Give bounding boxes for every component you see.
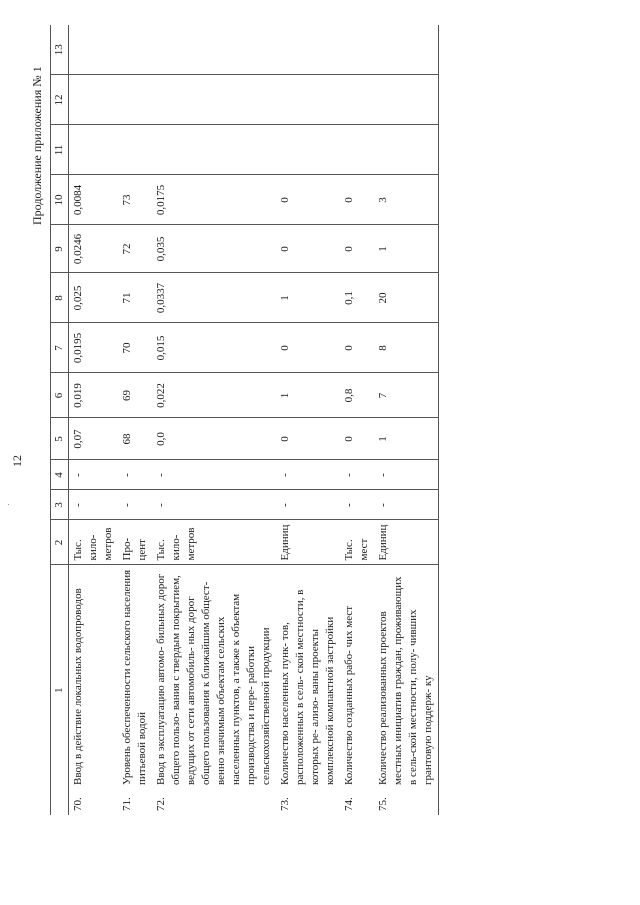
value-cell: -: [340, 460, 374, 490]
table-row: [276, 25, 340, 815]
header-col-5: 5: [51, 418, 69, 460]
row-number: 73.: [279, 797, 291, 811]
value-cell: [276, 25, 340, 75]
value-cell: -: [69, 460, 119, 490]
value-cell: [69, 25, 119, 75]
row-number: 71.: [121, 797, 133, 811]
value-cell: [118, 75, 152, 125]
indicator-cell: [69, 565, 119, 815]
value-cell: -: [276, 490, 340, 520]
value-cell: 0: [276, 323, 340, 373]
unit-cell: Единиц: [374, 520, 439, 565]
value-cell: [374, 125, 439, 175]
page-number: 12: [10, 455, 24, 467]
value-cell: 0: [276, 175, 340, 225]
value-cell: -: [374, 490, 439, 520]
value-cell: 0,1: [340, 273, 374, 323]
value-cell: 0: [276, 418, 340, 460]
header-col-10: 10: [51, 175, 69, 225]
value-cell: 1: [374, 225, 439, 273]
table-row: [340, 25, 374, 815]
value-cell: -: [118, 490, 152, 520]
value-cell: 0,0084: [69, 175, 119, 225]
value-cell: 0,035: [152, 225, 276, 273]
value-cell: -: [152, 460, 276, 490]
header-row: [51, 25, 69, 815]
value-cell: 0: [340, 323, 374, 373]
indicator-cell: [340, 565, 374, 815]
indicator-name: Уровень обеспеченности сельского населения питьевой водой: [121, 569, 148, 785]
value-cell: -: [340, 490, 374, 520]
row-number: 75.: [377, 797, 389, 811]
indicator-name: Количество созданных рабо- чих мест: [343, 605, 355, 785]
value-cell: -: [69, 490, 119, 520]
header-col-9: 9: [51, 225, 69, 273]
header-col-6: 6: [51, 373, 69, 418]
indicator-cell: [152, 565, 276, 815]
unit-cell: Тыс. мест: [340, 520, 374, 565]
indicator-name: Количество населенных пунк- тов, расположенных в сель- ской местности, в которых ре- ализо- ваны проекты комплексной компактной застройки: [279, 589, 336, 785]
value-cell: [69, 125, 119, 175]
row-number: 72.: [155, 797, 167, 811]
value-cell: -: [276, 460, 340, 490]
value-cell: [276, 125, 340, 175]
value-cell: 0,07: [69, 418, 119, 460]
value-cell: [374, 75, 439, 125]
value-cell: 0,0: [152, 418, 276, 460]
value-cell: 7: [374, 373, 439, 418]
value-cell: [118, 125, 152, 175]
header-col-7: 7: [51, 323, 69, 373]
row-number: 70.: [72, 797, 84, 811]
header-col-1: 1: [51, 565, 69, 815]
unit-cell: Про- цент: [118, 520, 152, 565]
scan-mark: [8, 504, 9, 505]
value-cell: [152, 25, 276, 75]
value-cell: -: [152, 490, 276, 520]
value-cell: 3: [374, 175, 439, 225]
value-cell: 69: [118, 373, 152, 418]
continuation-label: Продолжение приложения № 1: [30, 66, 44, 225]
value-cell: 0,0195: [69, 323, 119, 373]
indicator-name: Количество реализованных проектов местных инициатив граждан, проживающих в сель-ской местности, полу- чивших грантовую поддерж- ку: [377, 576, 434, 785]
header-col-3: 3: [51, 490, 69, 520]
row-number: 74.: [343, 797, 355, 811]
value-cell: -: [118, 460, 152, 490]
value-cell: 0,019: [69, 373, 119, 418]
value-cell: [340, 125, 374, 175]
value-cell: 0: [340, 225, 374, 273]
header-col-2: 2: [51, 520, 69, 565]
value-cell: [69, 75, 119, 125]
value-cell: [152, 125, 276, 175]
value-cell: 0,025: [69, 273, 119, 323]
header-col-4: 4: [51, 460, 69, 490]
value-cell: 0: [340, 418, 374, 460]
value-cell: 1: [276, 273, 340, 323]
value-cell: 0,8: [340, 373, 374, 418]
value-cell: 8: [374, 323, 439, 373]
table-row: [69, 25, 119, 815]
value-cell: [152, 75, 276, 125]
table-row: [118, 25, 152, 815]
value-cell: 0: [340, 175, 374, 225]
value-cell: 70: [118, 323, 152, 373]
value-cell: 0,0246: [69, 225, 119, 273]
indicator-table: [50, 25, 439, 815]
header-col-8: 8: [51, 273, 69, 323]
unit-cell: Тыс. кило- метров: [152, 520, 276, 565]
indicator-cell: [118, 565, 152, 815]
indicator-name: Ввод в эксплуатацию автомо- бильных дорог общего пользо- вания с твердым покрытием, ведущих от сети автомобиль- ных дорог общего пользования к ближайшим общест-венно значимым объектам сельских населенных пунктов, а также к объектам производства и пере- работки сельскохозяйственной продукции: [155, 573, 272, 785]
header-col-13: 13: [51, 25, 69, 75]
value-cell: [118, 25, 152, 75]
value-cell: 0,015: [152, 323, 276, 373]
table-row: [374, 25, 439, 815]
value-cell: 72: [118, 225, 152, 273]
indicator-cell: [374, 565, 439, 815]
value-cell: 68: [118, 418, 152, 460]
value-cell: 1: [276, 373, 340, 418]
value-cell: 71: [118, 273, 152, 323]
unit-cell: Тыс. кило- метров: [69, 520, 119, 565]
value-cell: [276, 75, 340, 125]
value-cell: 20: [374, 273, 439, 323]
value-cell: [340, 75, 374, 125]
value-cell: -: [374, 460, 439, 490]
value-cell: [374, 25, 439, 75]
indicator-cell: [276, 565, 340, 815]
value-cell: 0: [276, 225, 340, 273]
value-cell: 73: [118, 175, 152, 225]
value-cell: 0,022: [152, 373, 276, 418]
indicator-name: Ввод в действие локальных водопроводов: [72, 588, 84, 785]
unit-cell: Единиц: [276, 520, 340, 565]
header-col-11: 11: [51, 125, 69, 175]
value-cell: 0,0337: [152, 273, 276, 323]
value-cell: [340, 25, 374, 75]
header-col-12: 12: [51, 75, 69, 125]
value-cell: 0,0175: [152, 175, 276, 225]
value-cell: 1: [374, 418, 439, 460]
table-row: [152, 25, 276, 815]
